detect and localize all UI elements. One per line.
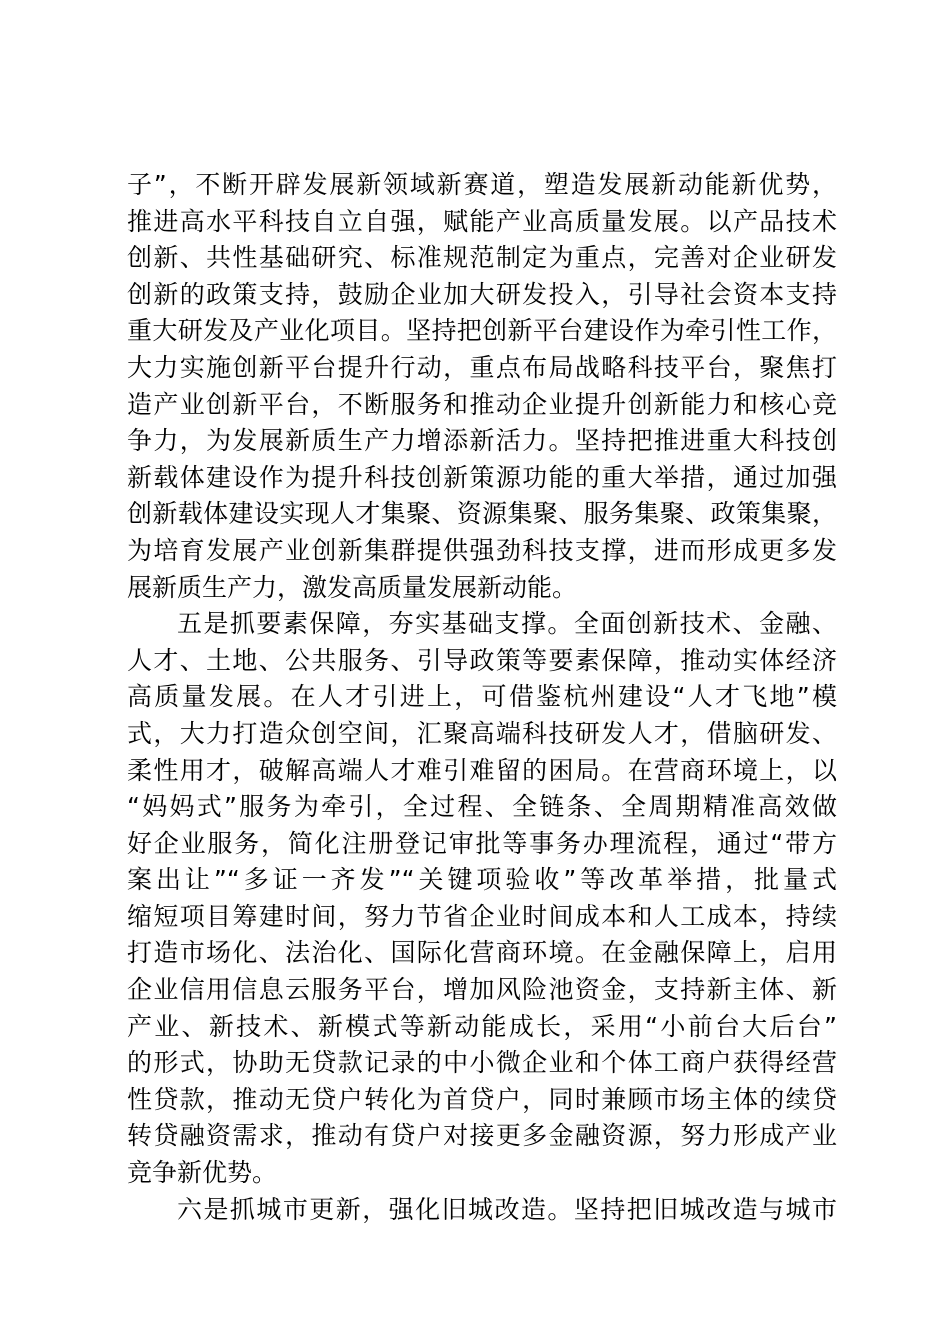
text-line: 创新、共性基础研究、标准规范制定为重点，完善对企业研发 <box>127 243 837 273</box>
text-line: 性贷款，推动无贷户转化为首贷户，同时兼顾市场主体的续贷 <box>127 1084 837 1114</box>
text-line: 企业信用信息云服务平台，增加风险池资金，支持新主体、新 <box>127 975 837 1005</box>
text-line: 推进高水平科技自立自强，赋能产业高质量发展。以产品技术 <box>127 206 837 236</box>
text-line: 五是抓要素保障，夯实基础支撑。全面创新技术、金融、 <box>177 609 837 639</box>
text-line: 案出让”“多证一齐发”“关键项验收”等改革举措，批量式 <box>127 865 837 895</box>
text-line: 为培育发展产业创新集群提供强劲科技支撑，进而形成更多发 <box>127 535 837 565</box>
text-line: “妈妈式”服务为牵引，全过程、全链条、全周期精准高效做 <box>127 792 837 822</box>
text-line: 争力，为发展新质生产力增添新活力。坚持把推进重大科技创 <box>127 426 837 456</box>
text-line: 子”，不断开辟发展新领域新赛道，塑造发展新动能新优势， <box>127 170 837 199</box>
text-line: 柔性用才，破解高端人才难引难留的困局。在营商环境上，以 <box>127 755 837 785</box>
text-line: 高质量发展。在人才引进上，可借鉴杭州建设“人才飞地”模 <box>127 682 837 712</box>
text-line: 竞争新优势。 <box>127 1158 278 1188</box>
text-line: 好企业服务，简化注册登记审批等事务办理流程，通过“带方 <box>127 828 837 858</box>
text-line: 式，大力打造众创空间，汇聚高端科技研发人才，借脑研发、 <box>127 718 837 748</box>
text-line: 创新载体建设实现人才集聚、资源集聚、服务集聚、政策集聚， <box>127 499 837 529</box>
text-line: 重大研发及产业化项目。坚持把创新平台建设作为牵引性工作， <box>127 316 837 346</box>
text-line: 展新质生产力，激发高质量发展新动能。 <box>127 572 578 602</box>
text-line: 造产业创新平台，不断服务和推动企业提升创新能力和核心竞 <box>127 389 837 419</box>
text-line: 创新的政策支持，鼓励企业加大研发投入，引导社会资本支持 <box>127 279 837 309</box>
text-line: 缩短项目筹建时间，努力节省企业时间成本和人工成本，持续 <box>127 901 837 931</box>
text-line: 产业、新技术、新模式等新动能成长，采用“小前台大后台” <box>127 1011 837 1041</box>
text-line: 大力实施创新平台提升行动，重点布局战略科技平台，聚焦打 <box>127 352 837 382</box>
text-line: 新载体建设作为提升科技创新策源功能的重大举措，通过加强 <box>127 462 837 492</box>
body-text <box>127 167 837 1228</box>
text-line: 打造市场化、法治化、国际化营商环境。在金融保障上，启用 <box>127 938 837 968</box>
text-line: 转贷融资需求，推动有贷户对接更多金融资源，努力形成产业 <box>127 1121 837 1151</box>
text-line: 六是抓城市更新，强化旧城改造。坚持把旧城改造与城市 <box>177 1194 837 1224</box>
text-line: 人才、土地、公共服务、引导政策等要素保障，推动实体经济 <box>127 645 837 675</box>
text-line: 的形式，协助无贷款记录的中小微企业和个体工商户获得经营 <box>127 1048 837 1078</box>
